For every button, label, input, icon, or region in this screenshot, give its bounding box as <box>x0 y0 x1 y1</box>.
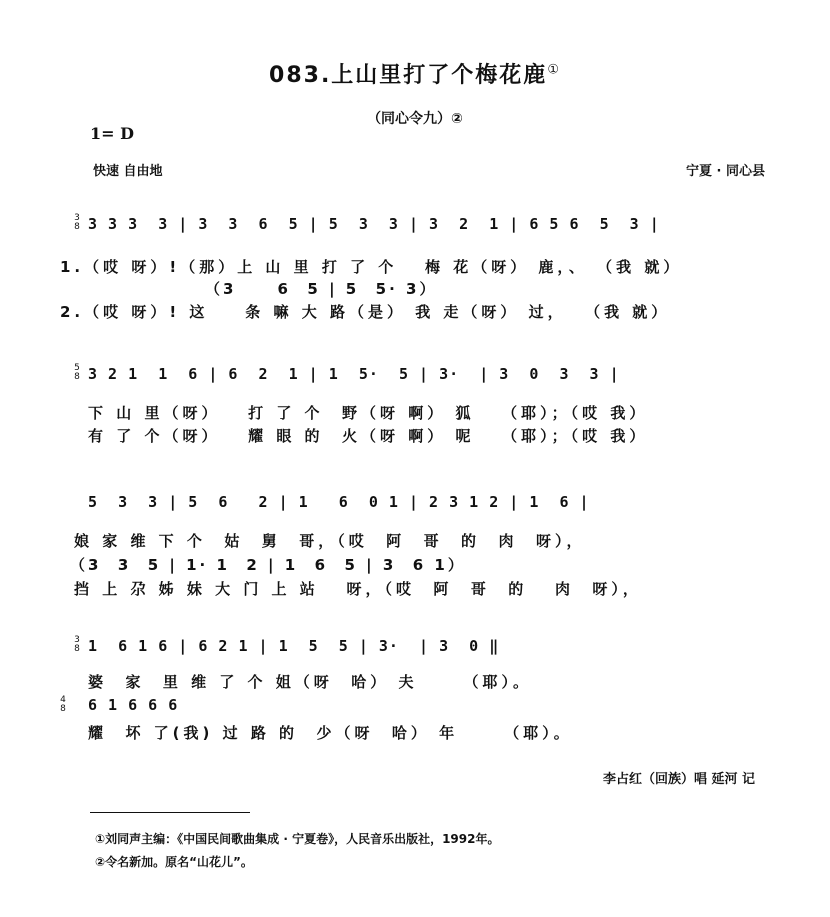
notation-line: 3 3 3 3 | 3 3 6 5 | 5 3 3 | 3 2 1 | 6 5 6 5 3 | <box>88 215 660 233</box>
footnote-1: ①刘同声主编：《中国民间歌曲集成 · 宁夏卷》，人民音乐出版社，1992年。 <box>95 832 500 846</box>
page-title <box>0 58 830 89</box>
time-signature-fraction: 5 8 <box>74 362 80 382</box>
time-signature-fraction: 3 8 <box>74 634 80 654</box>
region-label: 宁夏 · 同心县 <box>686 164 765 179</box>
footnote-2: ②令名新加。原名“山花儿”。 <box>95 855 253 869</box>
page-subtitle: （同心令九）② <box>367 111 463 127</box>
time-signature <box>72 362 82 382</box>
notation-line: 5 3 3 | 5 6 2 | 1 6 0 1 | 2 3 1 2 | 1 6 | <box>88 493 590 511</box>
credit-line: 李占红（回族）唱 延河 记 <box>602 772 755 787</box>
notation-line: 1 6 1 6 | 6 2 1 | 1 5 5 | 3· | 3 0 ‖ <box>88 637 500 655</box>
alternate-notation: （3 3 5 | 1· 1 2 | 1 6 5 | 3 6 1） <box>70 556 475 574</box>
lyric-line-verse-2: 2.（哎 呀）! 这 条 嘛 大 路（是） 我 走（呀） 过， （我 就） <box>60 303 671 321</box>
alternate-notation: 6 1 6 6 6 <box>88 696 179 714</box>
tempo-marking: 快速 自由地 <box>93 164 163 179</box>
lyric-line-verse-1: 下 山 里（呀） 打 了 个 野（呀 啊） 狐 （耶）；（哎 我） <box>88 404 649 422</box>
lyric-line-verse-2: 挡 上 尕 姊 妹 大 门 上 站 呀，（哎 阿 哥 的 肉 呀）， <box>74 580 642 598</box>
lyric-line-verse-1: 娘 家 维 下 个 姑 舅 哥，（哎 阿 哥 的 肉 呀）， <box>74 532 586 550</box>
lyric-line-verse-2: 耀 坏 了(我) 过 路 的 少（呀 哈） 年 （耶）。 <box>88 724 573 742</box>
footnote-divider <box>90 812 250 813</box>
time-signature-fraction: 4 8 <box>60 694 66 714</box>
alternate-notation: （3 6 5 | 5 5· 3） <box>205 280 438 298</box>
time-signature-fraction: 3 8 <box>74 212 80 232</box>
lyric-line-verse-1: 1.（哎 呀）!（那）上 山 里 打 了 个 梅 花（呀） 鹿，、 （我 就） <box>60 258 683 276</box>
title-footnote-mark: ① <box>547 62 561 78</box>
key-signature: 1= D <box>90 124 134 143</box>
lyric-line-verse-2: 有 了 个（呀） 耀 眼 的 火（呀 啊） 呢 （耶）；（哎 我） <box>88 427 649 445</box>
time-signature <box>72 212 82 232</box>
title-text: 083.上山里打了个梅花鹿 <box>269 63 548 88</box>
notation-line: 3 2 1 1 6 | 6 2 1 | 1 5· 5 | 3· | 3 0 3 3 | <box>88 365 620 383</box>
time-signature <box>58 694 68 714</box>
time-signature <box>72 634 82 654</box>
lyric-line-verse-1: 婆 家 里 维 了 个 姐（呀 哈） 夫 （耶）。 <box>88 673 533 691</box>
